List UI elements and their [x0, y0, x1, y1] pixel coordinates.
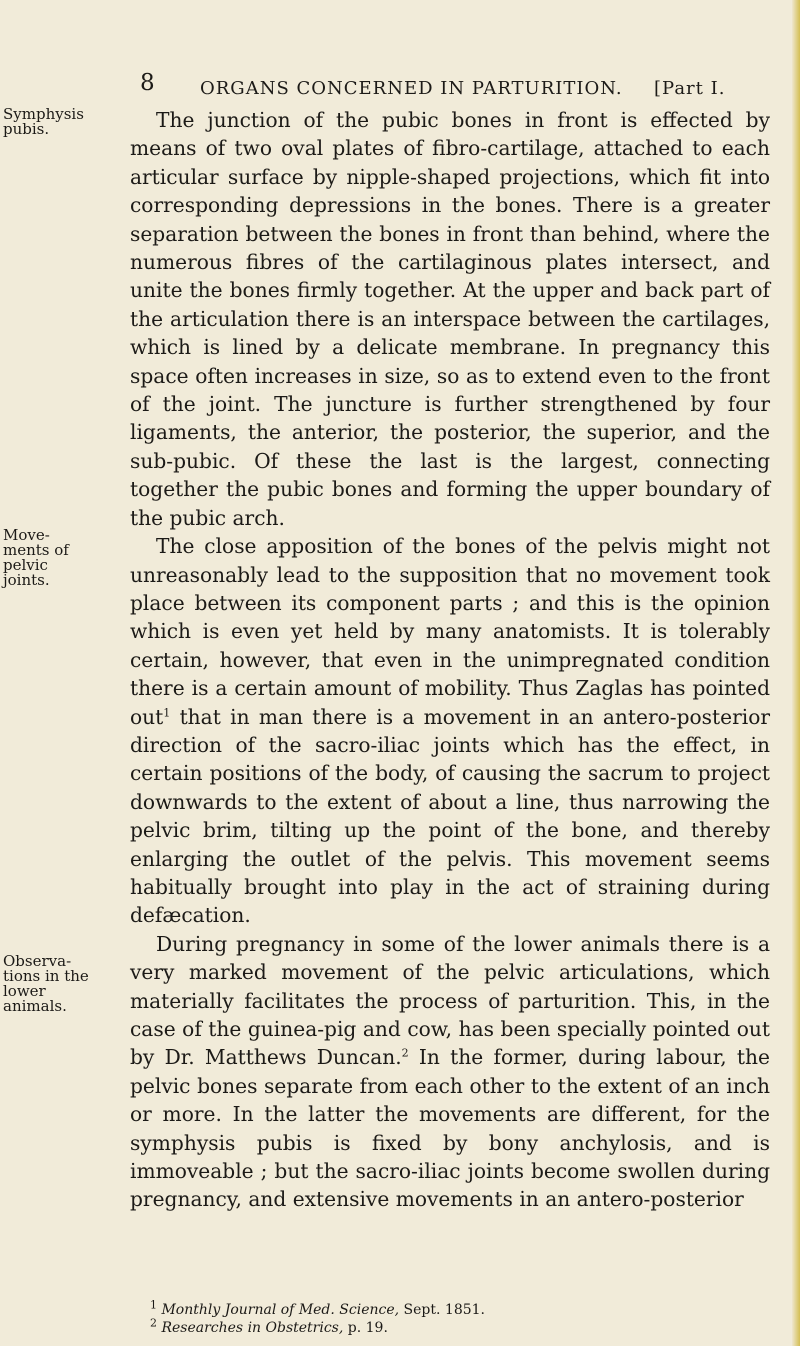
page-header [0, 70, 800, 100]
part-label: [Part I. [654, 78, 726, 99]
paragraph-symphysis: The junction of the pubic bones in front is effected by means of two oval plates of fibro-cartilage, attached to each articular surface by nipple-shaped projections, which fit into corresponding depressions in the bones. There is a greater separation between the bones in front than behind, where the numerous fibres of the cartilaginous plates intersect, and unite the bones firmly together. At the upper and back part of the articulation there is an interspace between the cartilages, which is lined by a delicate membrane. In pregnancy this space often increases in size, so as to extend even to the front of the joint. The juncture is further strengthened by four ligaments, the anterior, the posterior, the superior, and the sub-pubic. Of these the last is the largest, connecting together the pubic bones and forming the upper boundary of the pubic arch. [130, 108, 770, 530]
page-edge [792, 0, 800, 1346]
footnote [150, 1298, 770, 1319]
paragraph-pelvic-movements [130, 532, 770, 930]
body-text [130, 106, 770, 1214]
footnote-mark: 2 [150, 1316, 157, 1330]
running-title: ORGANS CONCERNED IN PARTURITION. [200, 78, 623, 99]
margin-note-symphysis: Symphysis pubis. [3, 105, 84, 138]
footnote-source: Researches in Obstetrics, [161, 1320, 344, 1336]
footnote-ref: 1 [163, 705, 171, 719]
paragraph-text: The close apposition of the bones of the pelvis might not unreasonably lead to the supposition that no movement took place between its component parts ; and this is the opinion which is even yet held by many anatomists. It is tolerably certain, however, that even in the unimpregnated condition there is a certain amount of mobility. Thus Zaglas has pointed out [130, 534, 770, 729]
margin-note-observations: Observations in the lower animals. [3, 952, 89, 1015]
footnote-source: Monthly Journal of Med. Science, [161, 1302, 400, 1318]
page-number: 8 [140, 70, 155, 96]
footnote-detail: p. 19. [343, 1320, 388, 1336]
paragraph-text: In the former, during labour, the pelvic bones separate from each other to the extent of an inch or more. In the latter the movements are different, for the symphysis pubis is fixed by bony anchylosis, and is immoveable ; but the sacro-iliac joints become swollen during pregnancy, and extensive movements in an antero-posterior [130, 1045, 770, 1212]
footnote [150, 1316, 770, 1337]
paragraph-text: During pregnancy in some of the lower animals there is a very marked movement of the pelvic articulations, which materially facilitates the process of parturition. This, in the case of the guinea-pig and cow, has been specially pointed out by Dr. Matthews Duncan. [130, 931, 770, 1070]
paragraph-text: that in man there is a movement in an antero-posterior direction of the sacro-iliac joints which has the effect, in certain positions of the body, of causing the sacrum to project downwards to the extent of about a line, thus narrowing the pelvic brim, tilting up the point of the bone, and thereby enlarging the outlet of the pelvis. This movement seems habitually brought into play in the act of straining during defæcation. [130, 704, 770, 928]
margin-note-movements: Movements of pelvic joints. [3, 526, 69, 589]
footnote-mark: 1 [150, 1298, 157, 1312]
footnote-detail: Sept. 1851. [399, 1302, 485, 1318]
footnote-ref: 2 [401, 1046, 409, 1060]
footnotes [150, 1298, 770, 1337]
paragraph-lower-animals [130, 930, 770, 1214]
